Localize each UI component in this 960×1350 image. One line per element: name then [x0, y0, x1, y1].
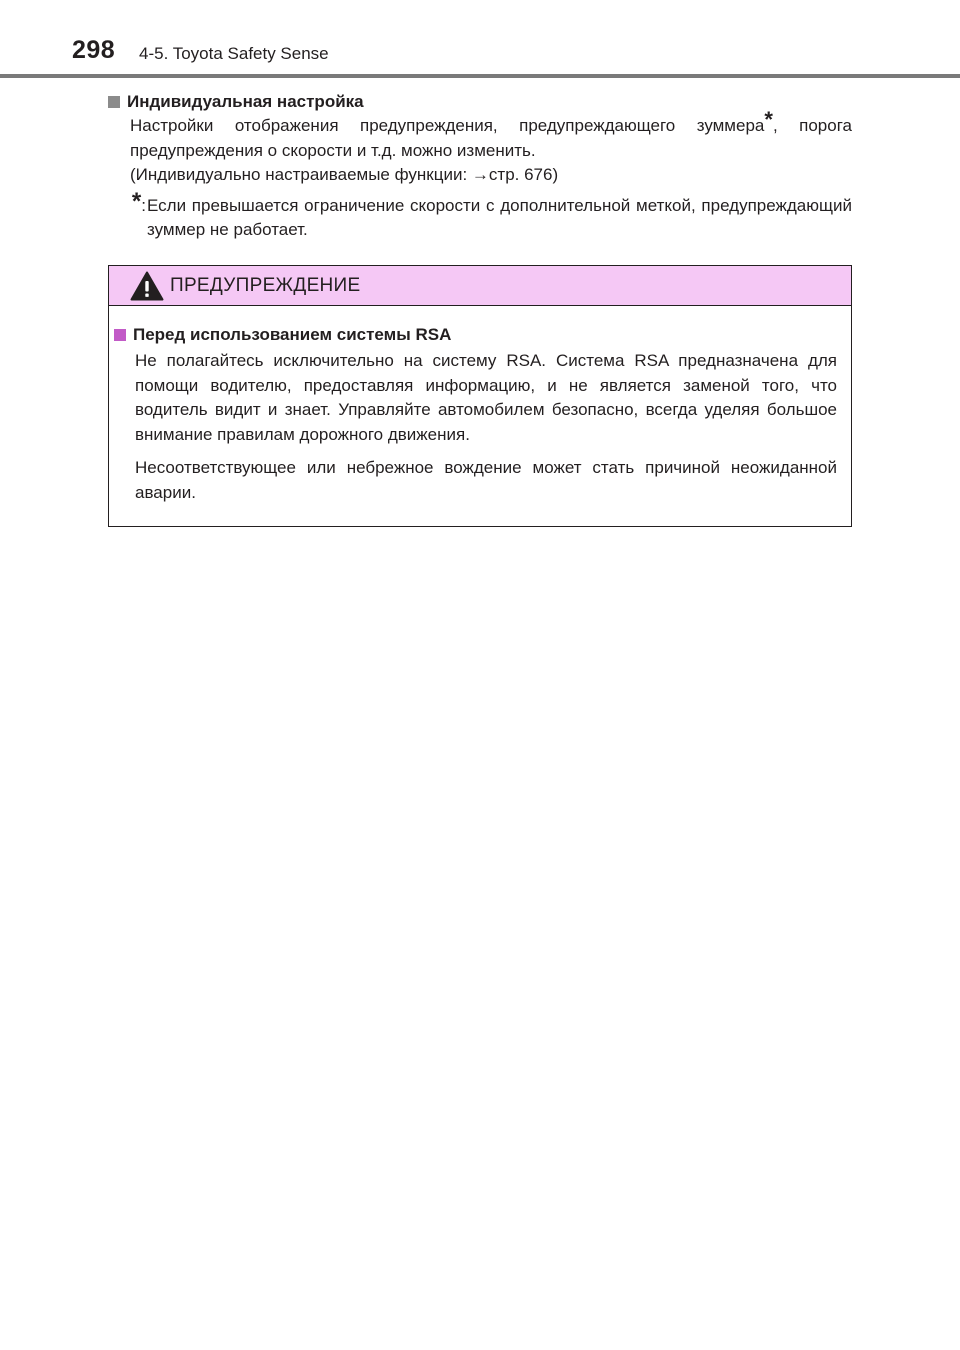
warning-box [108, 265, 852, 527]
page-header [0, 0, 960, 80]
footnote-text: Если превышается ограничение скорости с дополнительной меткой, предупреждающий зуммер не работает. [147, 195, 852, 239]
warning-paragraph-2: Несоответствующее или небрежное вождение может стать причиной неожиданной аварии. [135, 458, 837, 502]
warning-heading-text: Перед использованием системы RSA [133, 325, 452, 344]
square-bullet-icon [108, 96, 120, 108]
customization-text-1: Настройки отображения предупреждения, предупреждающего зуммера [130, 116, 765, 135]
functions-ref-prefix: (Индивидуально настраиваемые функции: [130, 165, 472, 184]
footnote-marker [108, 187, 147, 243]
customization-text-2: , порога предупреждения о скорости и т.д. можно изменить. [130, 116, 852, 160]
functions-reference [130, 163, 852, 188]
footnote-colon: : [141, 195, 146, 215]
customization-paragraph [130, 107, 852, 163]
warning-title: ПРЕДУПРЕЖДЕНИЕ [170, 274, 361, 296]
arrow-icon: → [471, 165, 489, 184]
functions-ref-page: стр. 676) [488, 165, 559, 184]
section-title: 4-5. Toyota Safety Sense [139, 44, 329, 63]
warning-paragraph-1: Не полагайтесь исключительно на систему RSA. Система RSA предназначена для помощи водителю, предоставляя информацию, и не является заменой того, что водитель видит и знает. Управляйте автомобилем безопасно, всегда уделяя большое внимание правилам дорожного движения. [135, 351, 837, 444]
square-bullet-icon [114, 329, 126, 341]
header-rule [0, 74, 960, 78]
footnote-asterisk: * [131, 187, 142, 215]
warning-header [109, 266, 851, 306]
page-number: 298 [72, 36, 116, 64]
customization-heading [108, 90, 852, 114]
customization-heading-text: Индивидуальная настройка [127, 92, 364, 111]
warning-heading [114, 323, 837, 347]
warning-triangle-icon [130, 271, 164, 301]
asterisk-mark: * [764, 107, 773, 132]
footnote [108, 187, 852, 243]
warning-body [109, 306, 851, 505]
customization-section [108, 90, 852, 243]
